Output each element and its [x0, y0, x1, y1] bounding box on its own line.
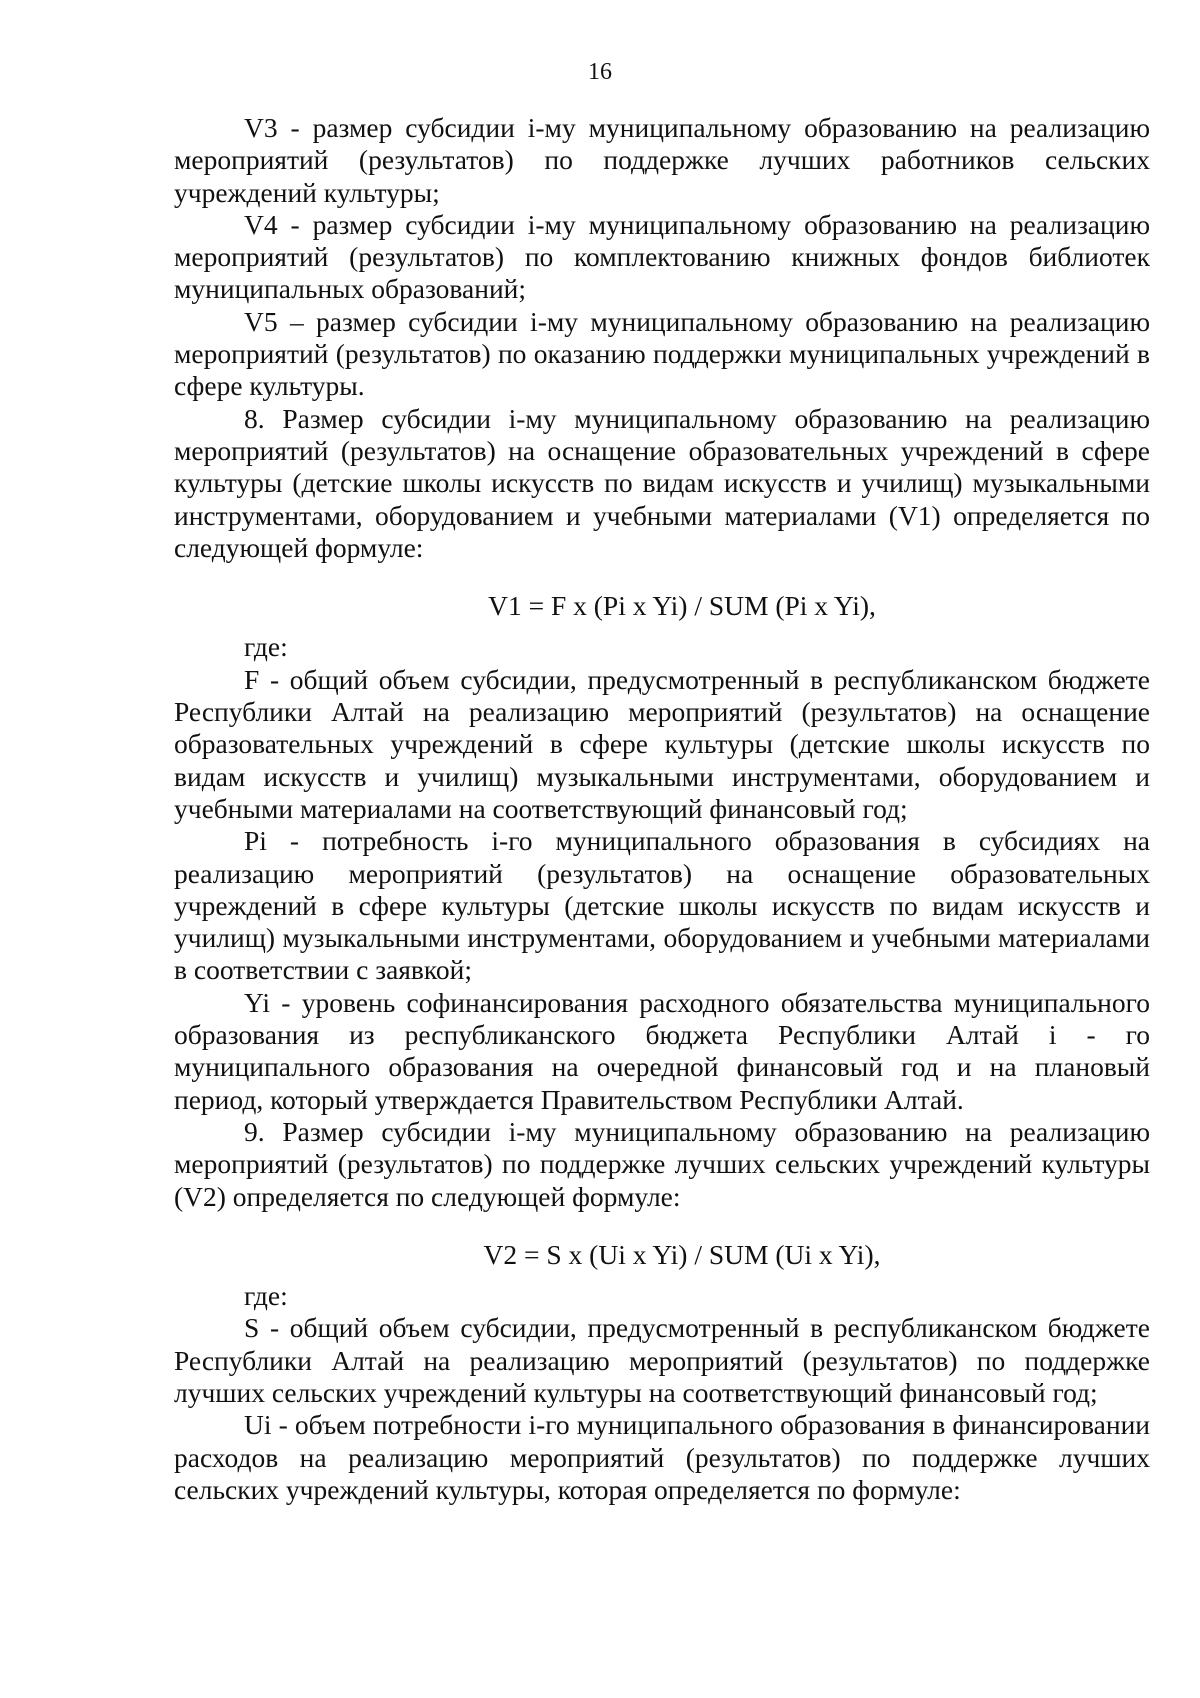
definition-pi: Pi - потребность i-го муниципального образования в субсидиях на реализацию мероприятий (результатов) на оснащение образовательных учреждений в сфере культуры (детские школы искусств по видам искусств и училищ) музыкальными инструментами, оборудованием и учебными материалами в соответствии с заявкой; — [174, 825, 1150, 986]
where-label: где: — [244, 1280, 288, 1312]
formula-v1: V1 = F x (Pi x Yi) / SUM (Pi x Yi), — [488, 590, 876, 622]
where-label: где: — [244, 631, 288, 663]
document-body — [174, 112, 1150, 1506]
definition-v3: V3 - размер субсидии i-му муниципальному образованию на реализацию мероприятий (результатов) по поддержке лучших работников сельских учреждений культуры; — [174, 112, 1150, 208]
clause-9: 9. Размер субсидии i-му муниципальному образованию на реализацию мероприятий (результатов) по поддержке лучших сельских учреждений культуры (V2) определяется по следующей формуле: — [174, 1115, 1150, 1212]
definition-v5: V5 – размер субсидии i-му муниципальному образованию на реализацию мероприятий (результатов) по оказанию поддержки муниципальных учреждений в сфере культуры. — [174, 305, 1150, 402]
definition-s: S - общий объем субсидии, предусмотренный в республиканском бюджете Республики Алтай на реализацию мероприятий (результатов) по поддержке лучших сельских учреждений культуры на соответствующий финансовый год; — [174, 1312, 1150, 1408]
definition-v4: V4 - размер субсидии i-му муниципальному образованию на реализацию мероприятий (результатов) по комплектованию книжных фондов библиотек муниципальных образований; — [174, 208, 1150, 305]
definition-yi: Yi - уровень софинансирования расходного обязательства муниципального образования из республиканского бюджета Республики Алтай i - го муниципального образования на очередной финансовый год и на плановый период, который утверждается Правительством Республики Алтай. — [174, 986, 1150, 1115]
page-number: 16 — [588, 59, 612, 85]
clause-8: 8. Размер субсидии i-му муниципальному образованию на реализацию мероприятий (результатов) на оснащение образовательных учреждений в сфере культуры (детские школы искусств по видам искусств и училищ) музыкальными инструментами, оборудованием и учебными материалами (V1) определяется по следующей формуле: — [174, 402, 1150, 563]
formula-v2: V2 = S x (Ui x Yi) / SUM (Ui x Yi), — [483, 1238, 881, 1270]
definition-f: F - общий объем субсидии, предусмотренный в республиканском бюджете Республики Алтай на реализацию мероприятий (результатов) на оснащение образовательных учреждений в сфере культуры (детские школы искусств по видам искусств и училищ) музыкальными инструментами, оборудованием и учебными материалами на соответствующий финансовый год; — [174, 663, 1150, 824]
definition-ui: Ui - объем потребности i-го муниципального образования в финансировании расходов на реализацию мероприятий (результатов) по поддержке лучших сельских учреждений культуры, которая определяется по формуле: — [174, 1409, 1150, 1505]
